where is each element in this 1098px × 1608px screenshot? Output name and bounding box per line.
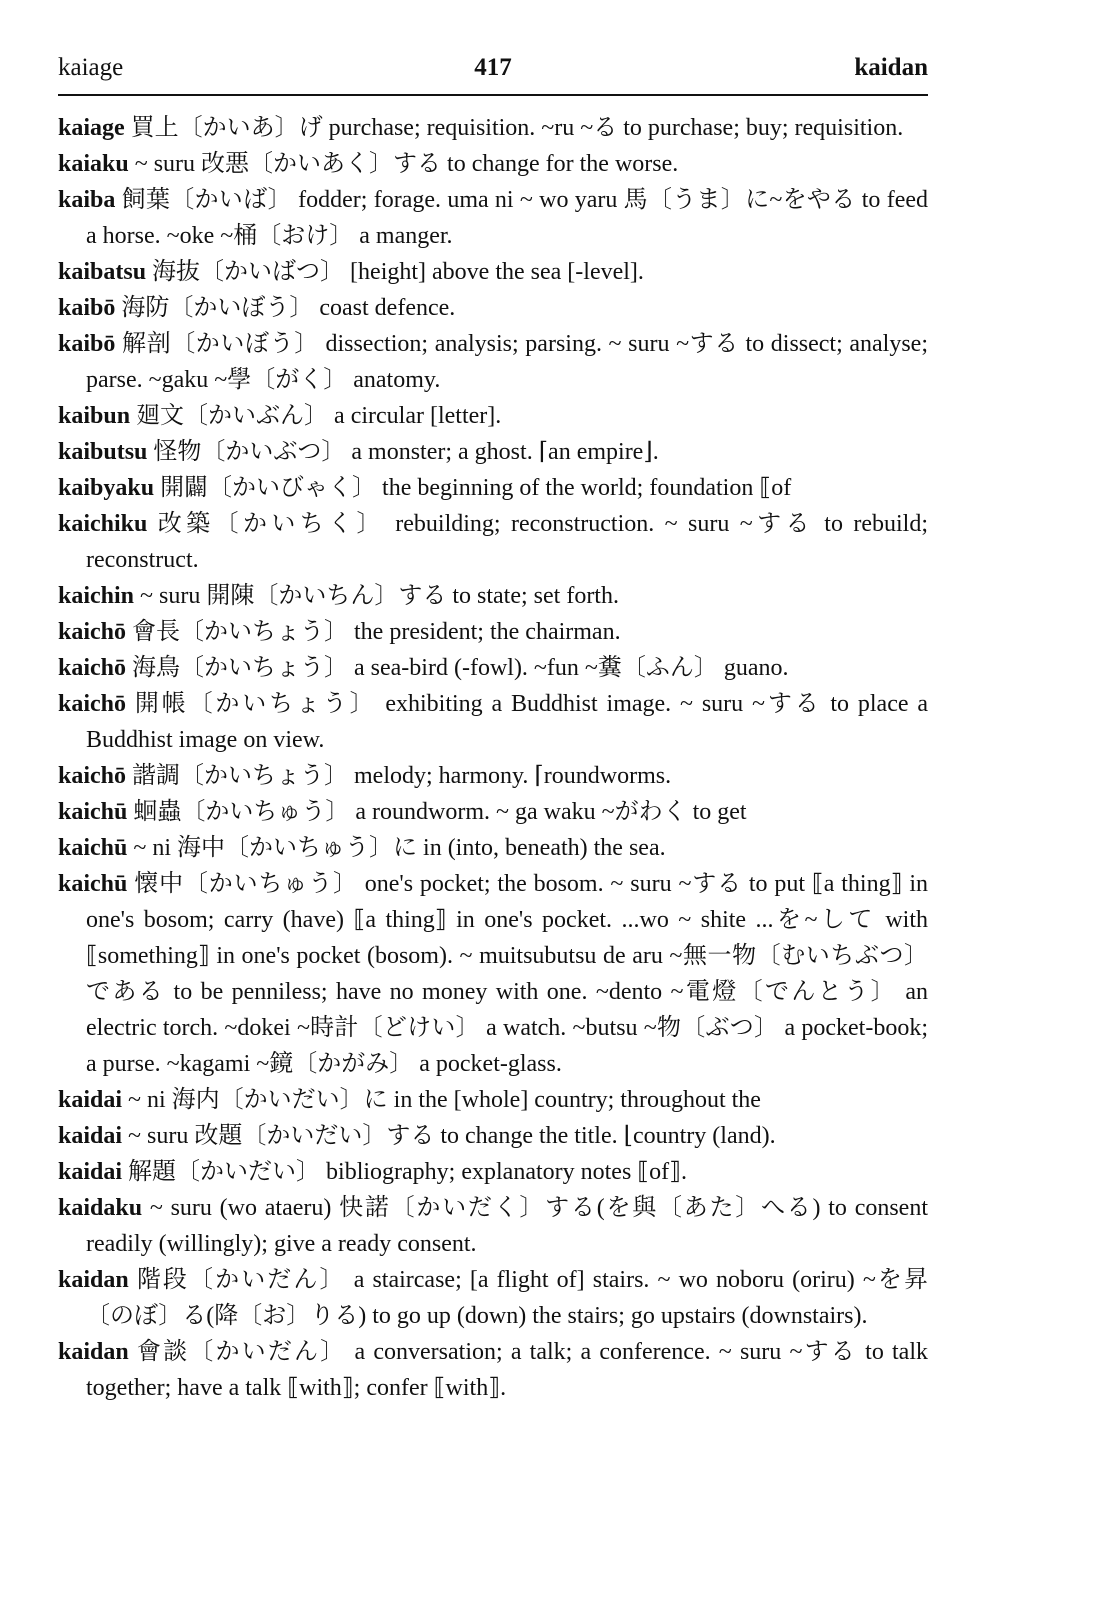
dictionary-entry bbox=[58, 614, 928, 650]
entry-definition: 改築〔かいちく〕 rebuilding; reconstruction. ~ suru ~する to rebuild; reconstruct. bbox=[86, 511, 929, 573]
page-number: 417 bbox=[474, 54, 512, 81]
entry-definition: 會長〔かいちょう〕 the president; the chairman. bbox=[132, 619, 621, 645]
header-last-word: kaidan bbox=[854, 54, 928, 81]
headword: kaiaku bbox=[58, 151, 129, 177]
entry-definition: ~ ni 海中〔かいちゅう〕に in (into, beneath) the sea. bbox=[133, 835, 666, 861]
headword: kaiba bbox=[58, 187, 116, 213]
entry-definition: ~ suru (wo ataeru) 快諾〔かいだく〕する(を與〔あた〕へる) to consent readily (willingly); give a ready consent. bbox=[86, 1195, 929, 1257]
headword: kaichō bbox=[58, 691, 127, 717]
dictionary-entry bbox=[58, 686, 928, 758]
entry-definition: 開闢〔かいびゃく〕 the beginning of the world; foundation ⟦of bbox=[160, 475, 792, 501]
dictionary-entry bbox=[58, 326, 928, 398]
dictionary-entry bbox=[58, 866, 928, 1082]
dictionary-entry bbox=[58, 434, 928, 470]
headword: kaidan bbox=[58, 1339, 129, 1365]
headword: kaibatsu bbox=[58, 259, 147, 285]
dictionary-entry bbox=[58, 794, 928, 830]
dictionary-entry bbox=[58, 290, 928, 326]
headword: kaichō bbox=[58, 763, 127, 789]
entry-definition: 懐中〔かいちゅう〕 one's pocket; the bosom. ~ suru ~する to put ⟦a thing⟧ in one's bosom; carry (have) ⟦a thing⟧ in one's pocket. ...wo ~ shite ...を~して with ⟦something⟧ in one's pocket (bosom). ~ muitsubutsu de aru ~無一物〔むいちぶつ〕である to be penniless; have no money with one. ~dento ~電燈〔でんとう〕 an electric torch. ~dokei ~時計〔どけい〕 a watch. ~butsu ~物〔ぶつ〕 a pocket-book; a purse. ~kagami ~鏡〔かがみ〕 a pocket-glass. bbox=[86, 871, 929, 1077]
entry-definition: 海鳥〔かいちょう〕 a sea-bird (-fowl). ~fun ~糞〔ふん〕 guano. bbox=[132, 655, 789, 681]
headword: kaidan bbox=[58, 1267, 129, 1293]
headword: kaibutsu bbox=[58, 439, 148, 465]
headword: kaichū bbox=[58, 799, 128, 825]
headword: kaichū bbox=[58, 871, 128, 897]
headword: kaichō bbox=[58, 655, 127, 681]
dictionary-entry bbox=[58, 1262, 928, 1334]
dictionary-entry bbox=[58, 758, 928, 794]
entry-definition: 海抜〔かいばつ〕 [height] above the sea [-level]. bbox=[152, 259, 644, 285]
dictionary-entry bbox=[58, 650, 928, 686]
header-rule bbox=[58, 94, 928, 96]
entry-definition: 怪物〔かいぶつ〕 a monster; a ghost. ⌈an empire⌋. bbox=[153, 439, 659, 465]
entry-list bbox=[58, 110, 928, 1406]
entry-definition: 諧調〔かいちょう〕 melody; harmony. ⌈roundworms. bbox=[132, 763, 672, 789]
entry-definition: ~ suru 開陳〔かいちん〕する to state; set forth. bbox=[140, 583, 619, 609]
entry-definition: 飼葉〔かいば〕 fodder; forage. uma ni ~ wo yaru 馬〔うま〕に~をやる to feed a horse. ~oke ~桶〔おけ〕 a manger. bbox=[86, 187, 929, 249]
dictionary-entry bbox=[58, 1154, 928, 1190]
entry-definition: 蛔蟲〔かいちゅう〕 a roundworm. ~ ga waku ~がわく to get bbox=[133, 799, 747, 825]
headword: kaichō bbox=[58, 619, 127, 645]
headword: kaichū bbox=[58, 835, 128, 861]
dictionary-entry bbox=[58, 830, 928, 866]
headword: kaichiku bbox=[58, 511, 148, 537]
headword: kaidaku bbox=[58, 1195, 143, 1221]
dictionary-entry bbox=[58, 146, 928, 182]
dictionary-entry bbox=[58, 254, 928, 290]
entry-definition: 廻文〔かいぶん〕 a circular [letter]. bbox=[136, 403, 502, 429]
dictionary-entry bbox=[58, 506, 928, 578]
dictionary-entry bbox=[58, 1082, 928, 1118]
headword: kaiage bbox=[58, 115, 125, 141]
entry-definition: 階段〔かいだん〕 a staircase; [a flight of] stairs. ~ wo noboru (oriru) ~を昇〔のぼ〕る(降〔お〕りる) to go up (down) the stairs; go upstairs (downstairs). bbox=[86, 1267, 929, 1329]
entry-definition: 買上〔かいあ〕げ purchase; requisition. ~ru ~る to purchase; buy; requisition. bbox=[130, 115, 904, 141]
headword: kaidai bbox=[58, 1087, 123, 1113]
headword: kaibō bbox=[58, 295, 116, 321]
entry-definition: 會談〔かいだん〕 a conversation; a talk; a conference. ~ suru ~する to talk together; have a talk ⟦with⟧; confer ⟦with⟧. bbox=[86, 1339, 929, 1401]
entry-definition: 海防〔かいぼう〕 coast defence. bbox=[121, 295, 456, 321]
running-header bbox=[58, 54, 928, 88]
entry-definition: ~ suru 改悪〔かいあく〕する to change for the worse. bbox=[134, 151, 679, 177]
headword: kaibō bbox=[58, 331, 116, 357]
entry-definition: 開帳〔かいちょう〕 exhibiting a Buddhist image. ~ suru ~する to place a Buddhist image on view. bbox=[86, 691, 929, 753]
entry-definition: ~ ni 海内〔かいだい〕に in the [whole] country; throughout the bbox=[128, 1087, 761, 1113]
headword: kaichin bbox=[58, 583, 135, 609]
headword: kaidai bbox=[58, 1123, 123, 1149]
dictionary-entry bbox=[58, 110, 928, 146]
entry-definition: 解剖〔かいぼう〕 dissection; analysis; parsing. ~ suru ~する to dissect; analyse; parse. ~gaku ~學〔がく〕 anatomy. bbox=[86, 331, 928, 393]
dictionary-entry bbox=[58, 1118, 928, 1154]
headword: kaidai bbox=[58, 1159, 123, 1185]
entry-definition: 解題〔かいだい〕 bibliography; explanatory notes ⟦of⟧. bbox=[128, 1159, 688, 1185]
headword: kaibun bbox=[58, 403, 131, 429]
entry-definition: ~ suru 改題〔かいだい〕する to change the title. ⌊country (land). bbox=[128, 1123, 776, 1149]
dictionary-entry bbox=[58, 182, 928, 254]
dictionary-entry bbox=[58, 1190, 928, 1262]
dictionary-entry bbox=[58, 1334, 928, 1406]
header-first-word: kaiage bbox=[58, 54, 124, 81]
dictionary-entry bbox=[58, 398, 928, 434]
dictionary-entry bbox=[58, 470, 928, 506]
dictionary-entry bbox=[58, 578, 928, 614]
headword: kaibyaku bbox=[58, 475, 155, 501]
